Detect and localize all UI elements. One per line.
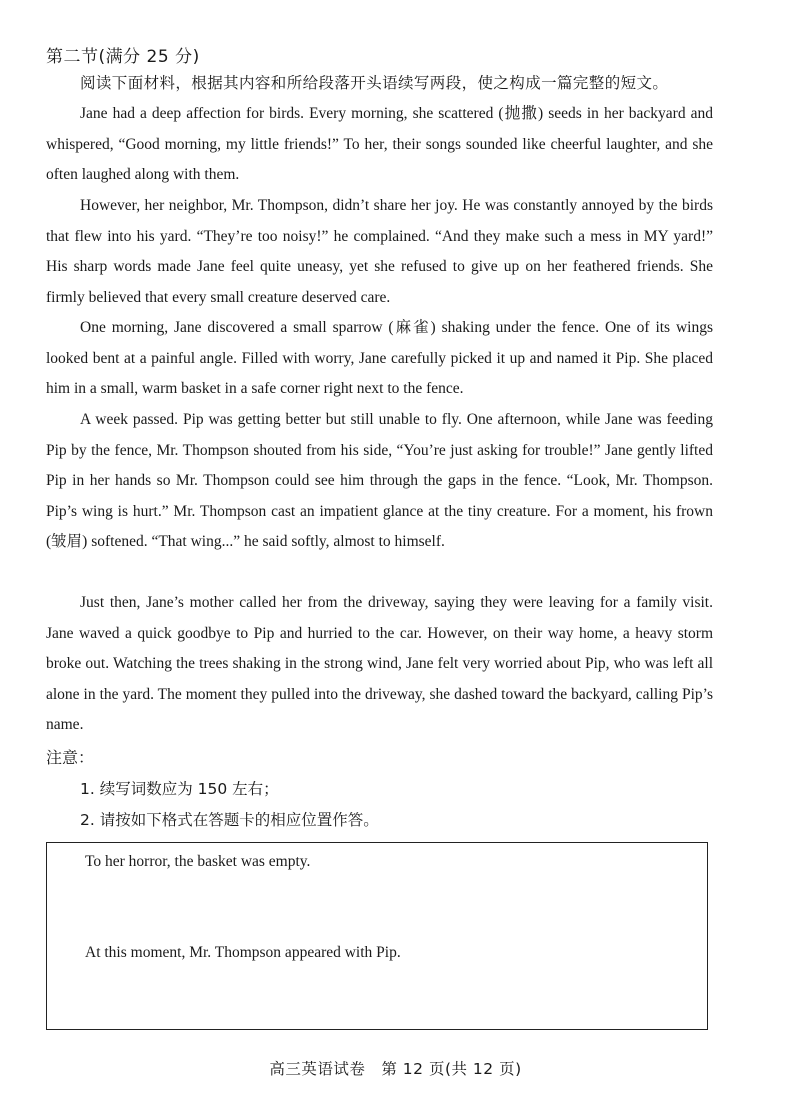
answer-box [46, 842, 708, 1030]
page-footer: 高三英语试卷 第 12 页(共 12 页) [269, 1060, 522, 1078]
notice-item-2: 2. 请按如下格式在答题卡的相应位置作答。 [80, 811, 379, 829]
story-paragraph-1: Jane had a deep affection for birds. Every morning, she scattered (抛撒) seeds in her backyard and whispered, “Good morning, my little friends!” To her, their songs sounded like cheerful laughter, and she often laughed along with them. [46, 105, 713, 184]
answer-opening-line-1: To her horror, the basket was empty. [85, 853, 311, 870]
story-paragraph-4: A week passed. Pip was getting better but still unable to fly. One afternoon, while Jane was feeding Pip by the fence, Mr. Thompson shouted from his side, “You’re just asking for trouble!” Jane gently lifted Pip in her hands so Mr. Thompson could see him through the gaps in the fence. “Look, Mr. Thompson. Pip’s wing is hurt.” Mr. Thompson cast an impatient glance at the tiny creature. For a moment, his frown (皱眉) softened. “That wing...” he said softly, almost to himself. [46, 411, 713, 551]
notice-item-1: 1. 续写词数应为 150 左右； [80, 780, 279, 798]
notice-label: 注意： [46, 748, 95, 767]
instruction-text: 阅读下面材料，根据其内容和所给段落开头语续写两段，使之构成一篇完整的短文。 [80, 74, 669, 92]
answer-opening-line-2: At this moment, Mr. Thompson appeared with Pip. [85, 944, 401, 961]
story-paragraph-3: One morning, Jane discovered a small sparrow (麻雀) shaking under the fence. One of its wings looked bent at a painful angle. Filled with worry, Jane carefully picked it up and named it Pip. She placed him in a small, warm basket in a safe corner right next to the fence. [46, 319, 713, 398]
section-title: 第二节(满分 25 分) [46, 47, 200, 67]
story-paragraph-5: Just then, Jane’s mother called her from the driveway, saying they were leaving for a family visit. Jane waved a quick goodbye to Pip and hurried to the car. However, on their way home, a heavy storm broke out. Watching the trees shaking in the strong wind, Jane felt very worried about Pip, who was left all alone in the yard. The moment they pulled into the driveway, she dashed toward the backyard, calling Pip’s name. [46, 594, 713, 734]
story-paragraph-2: However, her neighbor, Mr. Thompson, didn’t share her joy. He was constantly annoyed by the birds that flew into his yard. “They’re too noisy!” he complained. “And they make such a mess in MY yard!” His sharp words made Jane feel quite uneasy, yet she refused to give up on her feathered friends. She firmly believed that every small creature deserved care. [46, 197, 713, 306]
